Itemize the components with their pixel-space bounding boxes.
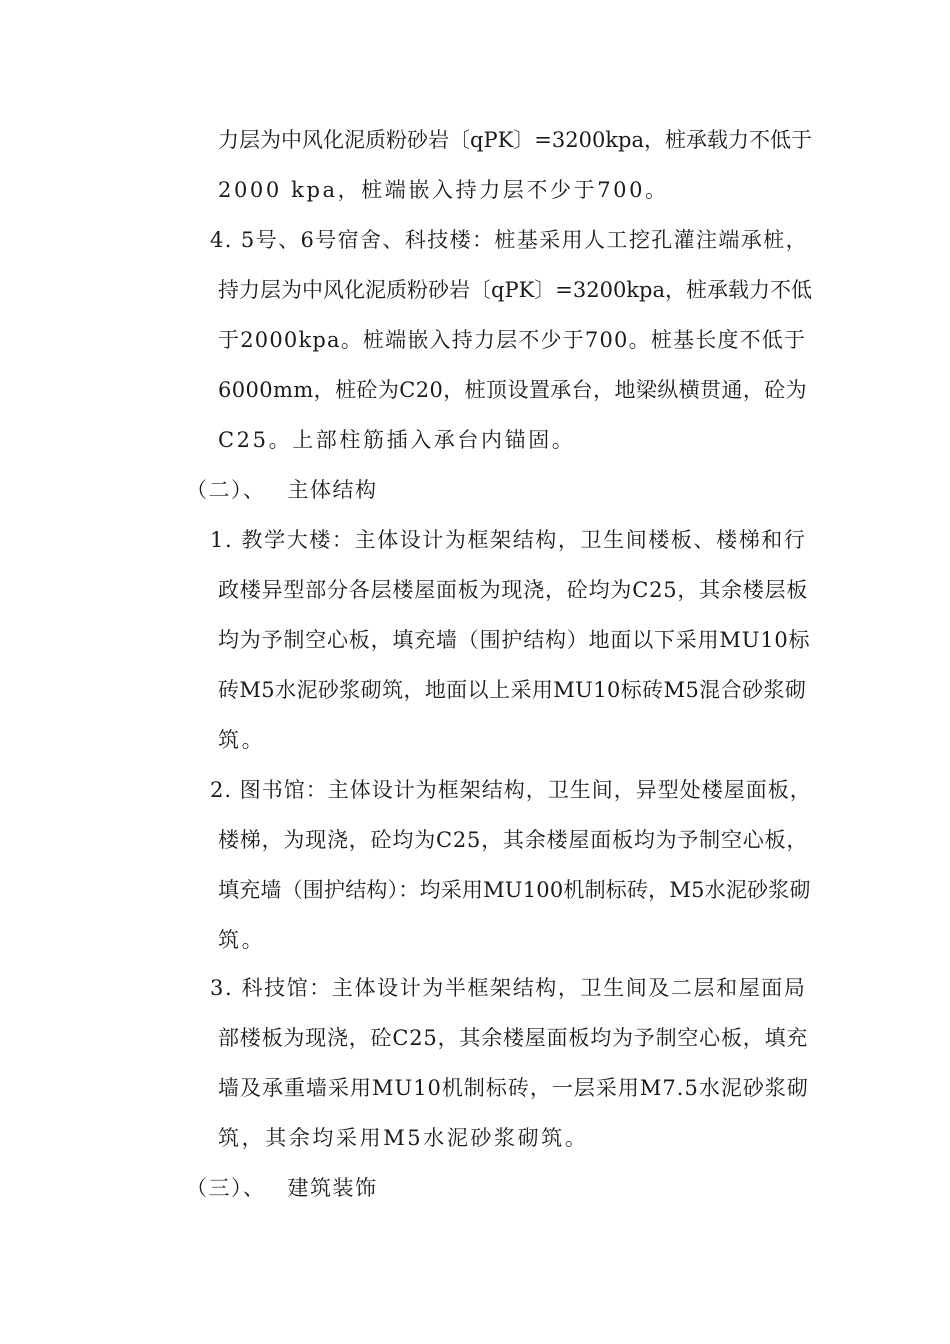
section3-number: （三）、 (186, 1176, 266, 1200)
foundation-item4-line-2: 持力层为中风化泥质粉砂岩〔qPK〕=3200kpa，桩承载力不低 (218, 278, 812, 302)
section2-item2-line-2: 楼梯，为现浇，砼均为C25，其余楼屋面板均为予制空心板， (218, 828, 809, 852)
foundation-continued-line-1: 力层为中风化泥质粉砂岩〔qPK〕=3200kpa，桩承载力不低于 (218, 128, 812, 152)
section2-item2-line-1: 2. 图书馆：主体设计为框架结构，卫生间，异型处楼屋面板， (210, 778, 812, 802)
section2-item1-line-3: 均为予制空心板，填充墙（围护结构）地面以下采用MU10标 (218, 628, 811, 652)
section2-item1-line-1: 1. 教学大楼：主体设计为框架结构，卫生间楼板、楼梯和行 (210, 528, 807, 552)
section2-item3-line-2: 部楼板为现浇，砼C25，其余楼屋面板均为予制空心板，填充 (218, 1026, 809, 1050)
section2-item1-line-5: 筑。 (218, 728, 266, 752)
section2-item2-line-3: 填充墙（围护结构）：均采用MU100机制标砖，M5水泥砂浆砌 (218, 878, 811, 902)
section2-item1-line-4: 砖M5水泥砂浆砌筑，地面以上采用MU10标砖M5混合砂浆砌 (218, 678, 807, 702)
section3-title: 建筑装饰 (287, 1176, 378, 1200)
section2-item3-line-3: 墙及承重墙采用MU10机制标砖，一层采用M7.5水泥砂浆砌 (218, 1076, 809, 1100)
foundation-continued-line-2: 2000 kpa，桩端嵌入持力层不少于700。 (218, 178, 669, 202)
section2-number: （二）、 (186, 478, 266, 502)
section2-title: 主体结构 (287, 478, 378, 502)
section2-item1-line-2: 政楼异型部分各层楼屋面板为现浇，砼均为C25，其余楼层板 (218, 578, 809, 602)
section2-heading (186, 475, 378, 505)
section3-heading (186, 1173, 378, 1203)
foundation-item4-line-4: 6000mm，桩砼为C20，桩顶设置承台，地梁纵横贯通，砼为 (218, 378, 808, 402)
foundation-item4-line-3: 于2000kpa。桩端嵌入持力层不少于700。桩基长度不低于 (218, 328, 807, 352)
section2-item3-line-4: 筑，其余均采用M5水泥砂浆砌筑。 (218, 1126, 589, 1150)
section2-item3-line-1: 3. 科技馆：主体设计为半框架结构，卫生间及二层和屋面局 (210, 976, 807, 1000)
foundation-item4-line-5: C25。上部柱筋插入承台内锚固。 (218, 428, 576, 452)
section2-item2-line-4: 筑。 (218, 928, 266, 952)
foundation-item4-line-1: 4. 5号、6号宿舍、科技楼：桩基采用人工挖孔灌注端承桩， (210, 228, 809, 252)
